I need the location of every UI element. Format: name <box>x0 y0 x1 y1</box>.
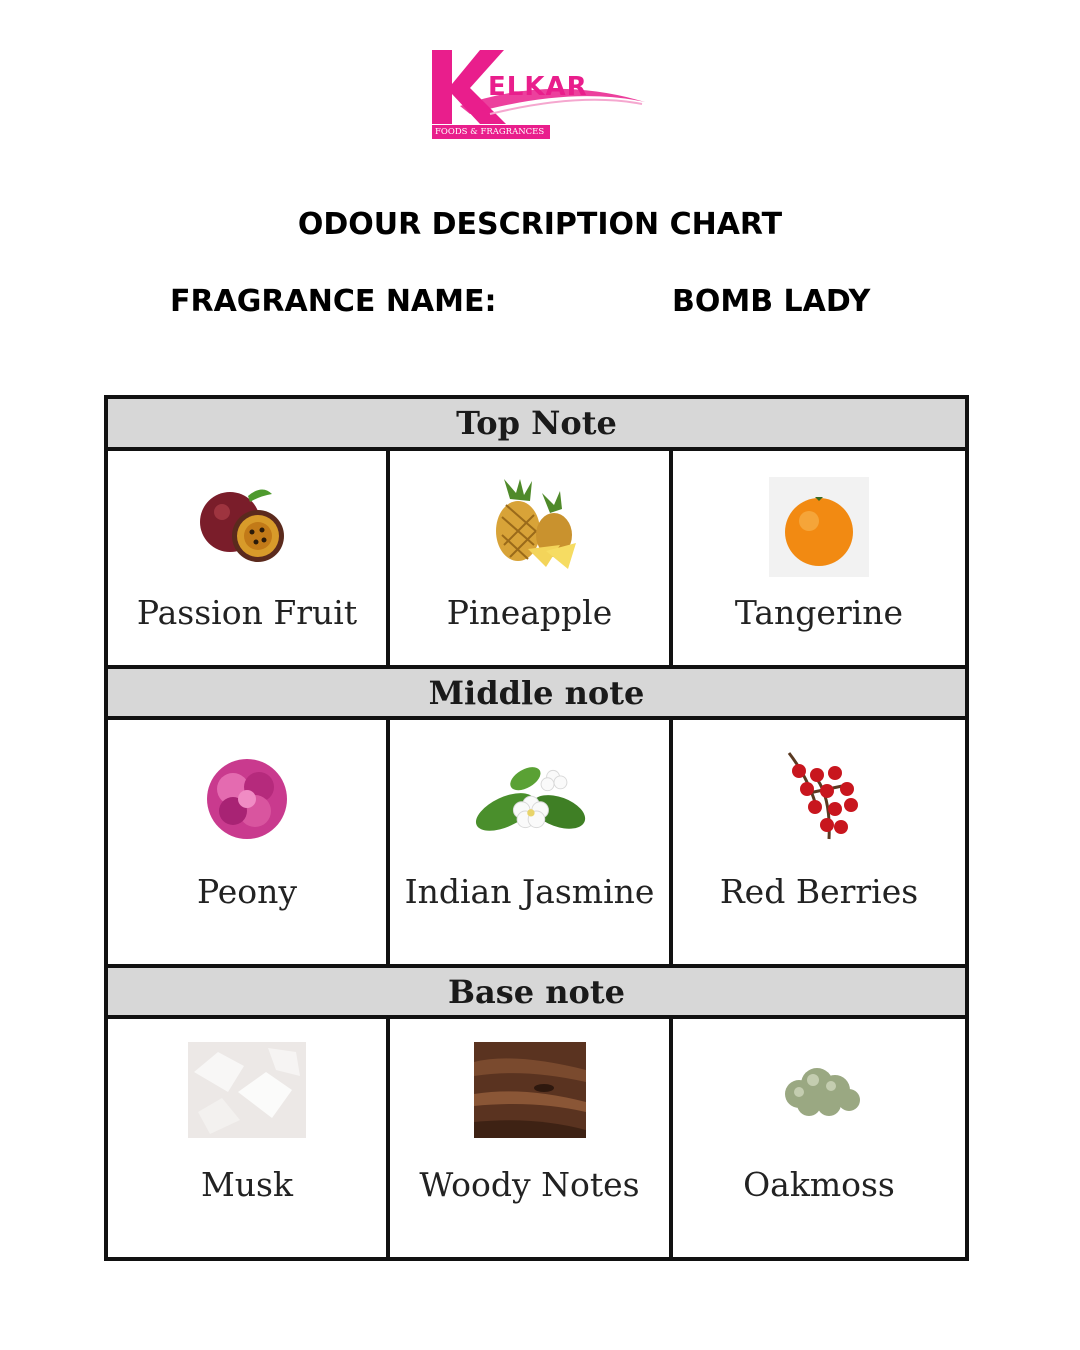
note-cell-tangerine <box>673 451 965 665</box>
note-label: Red Berries <box>719 872 919 911</box>
note-label: Indian Jasmine <box>404 872 655 911</box>
middle-note-header: Middle note <box>108 669 965 716</box>
pineapple-icon <box>470 475 590 579</box>
note-cell-passion-fruit <box>108 451 386 665</box>
jasmine-icon <box>470 746 590 852</box>
fragrance-name-value: BOMB LADY <box>672 284 871 319</box>
note-cell-pineapple <box>390 451 669 665</box>
oakmoss-icon <box>759 1041 879 1139</box>
passion-fruit-icon <box>187 475 307 579</box>
top-note-header: Top Note <box>108 399 965 447</box>
note-label: Passion Fruit <box>136 593 358 632</box>
base-note-header: Base note <box>108 968 965 1015</box>
note-label: Musk <box>201 1165 293 1204</box>
musk-icon <box>188 1041 306 1139</box>
note-cell-oakmoss <box>673 1019 965 1257</box>
kelkar-logo <box>430 44 650 144</box>
notes-table <box>104 395 969 1261</box>
note-cell-peony <box>108 720 386 964</box>
peony-icon <box>187 746 307 852</box>
note-label: Tangerine <box>734 593 904 632</box>
wood-icon <box>474 1041 586 1139</box>
fragrance-name-label: FRAGRANCE NAME: <box>170 284 497 319</box>
page-title: ODOUR DESCRIPTION CHART <box>297 207 783 242</box>
note-cell-indian-jasmine <box>390 720 669 964</box>
note-cell-woody-notes <box>390 1019 669 1257</box>
logo-wordmark: ELKAR <box>488 72 588 102</box>
note-label: Oakmoss <box>743 1165 895 1204</box>
note-label: Peony <box>196 872 297 911</box>
note-cell-musk <box>108 1019 386 1257</box>
tangerine-icon <box>759 475 879 579</box>
red-berries-icon <box>759 746 879 852</box>
logo-tagline: FOODS & FRAGRANCES <box>432 125 550 139</box>
note-label: Pineapple <box>446 593 613 632</box>
note-label: Woody Notes <box>419 1165 640 1204</box>
note-cell-red-berries <box>673 720 965 964</box>
